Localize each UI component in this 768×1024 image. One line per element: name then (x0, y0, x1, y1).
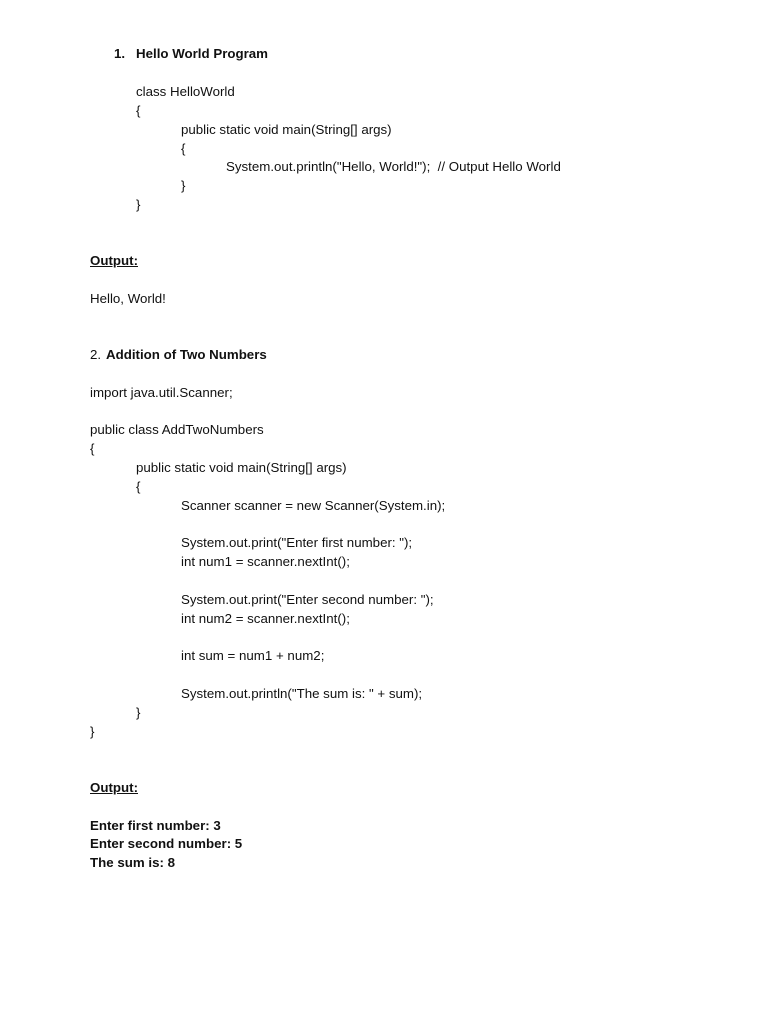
output-line: Enter first number: 3 (90, 818, 221, 833)
section-1-number: 1. (114, 46, 126, 61)
code-line: public static void main(String[] args) (181, 122, 392, 137)
code-line: } (90, 724, 95, 739)
code-line: { (181, 141, 186, 156)
code-line: class HelloWorld (136, 84, 235, 99)
code-line: public class AddTwoNumbers (90, 422, 264, 437)
code-line: } (181, 178, 186, 193)
code-line: System.out.println("The sum is: " + sum); (181, 686, 423, 701)
output-label-2: Output: (90, 780, 138, 795)
code-line: Scanner scanner = new Scanner(System.in); (181, 498, 446, 513)
output-line: The sum is: 8 (90, 855, 175, 870)
code-line: int num1 = scanner.nextInt(); (181, 554, 350, 569)
code-line: System.out.println("Hello, World!"); // Output Hello World (226, 159, 561, 174)
code-line: int num2 = scanner.nextInt(); (181, 611, 350, 626)
section-2-number: 2. (90, 347, 102, 362)
section-2-title: Addition of Two Numbers (106, 347, 267, 362)
output-line: Hello, World! (90, 291, 166, 306)
code-line: } (136, 705, 141, 720)
code-line: { (136, 479, 141, 494)
output-label-1: Output: (90, 253, 138, 268)
code-line: int sum = num1 + num2; (181, 648, 325, 663)
code-line: { (136, 103, 141, 118)
code-line: } (136, 197, 141, 212)
code-line: System.out.print("Enter second number: "); (181, 592, 434, 607)
output-line: Enter second number: 5 (90, 836, 243, 851)
code-line: { (90, 441, 95, 456)
code-line: System.out.print("Enter first number: "); (181, 535, 413, 550)
section-1-title: Hello World Program (136, 46, 269, 61)
code-line: import java.util.Scanner; (90, 385, 233, 400)
code-line: public static void main(String[] args) (136, 460, 347, 475)
